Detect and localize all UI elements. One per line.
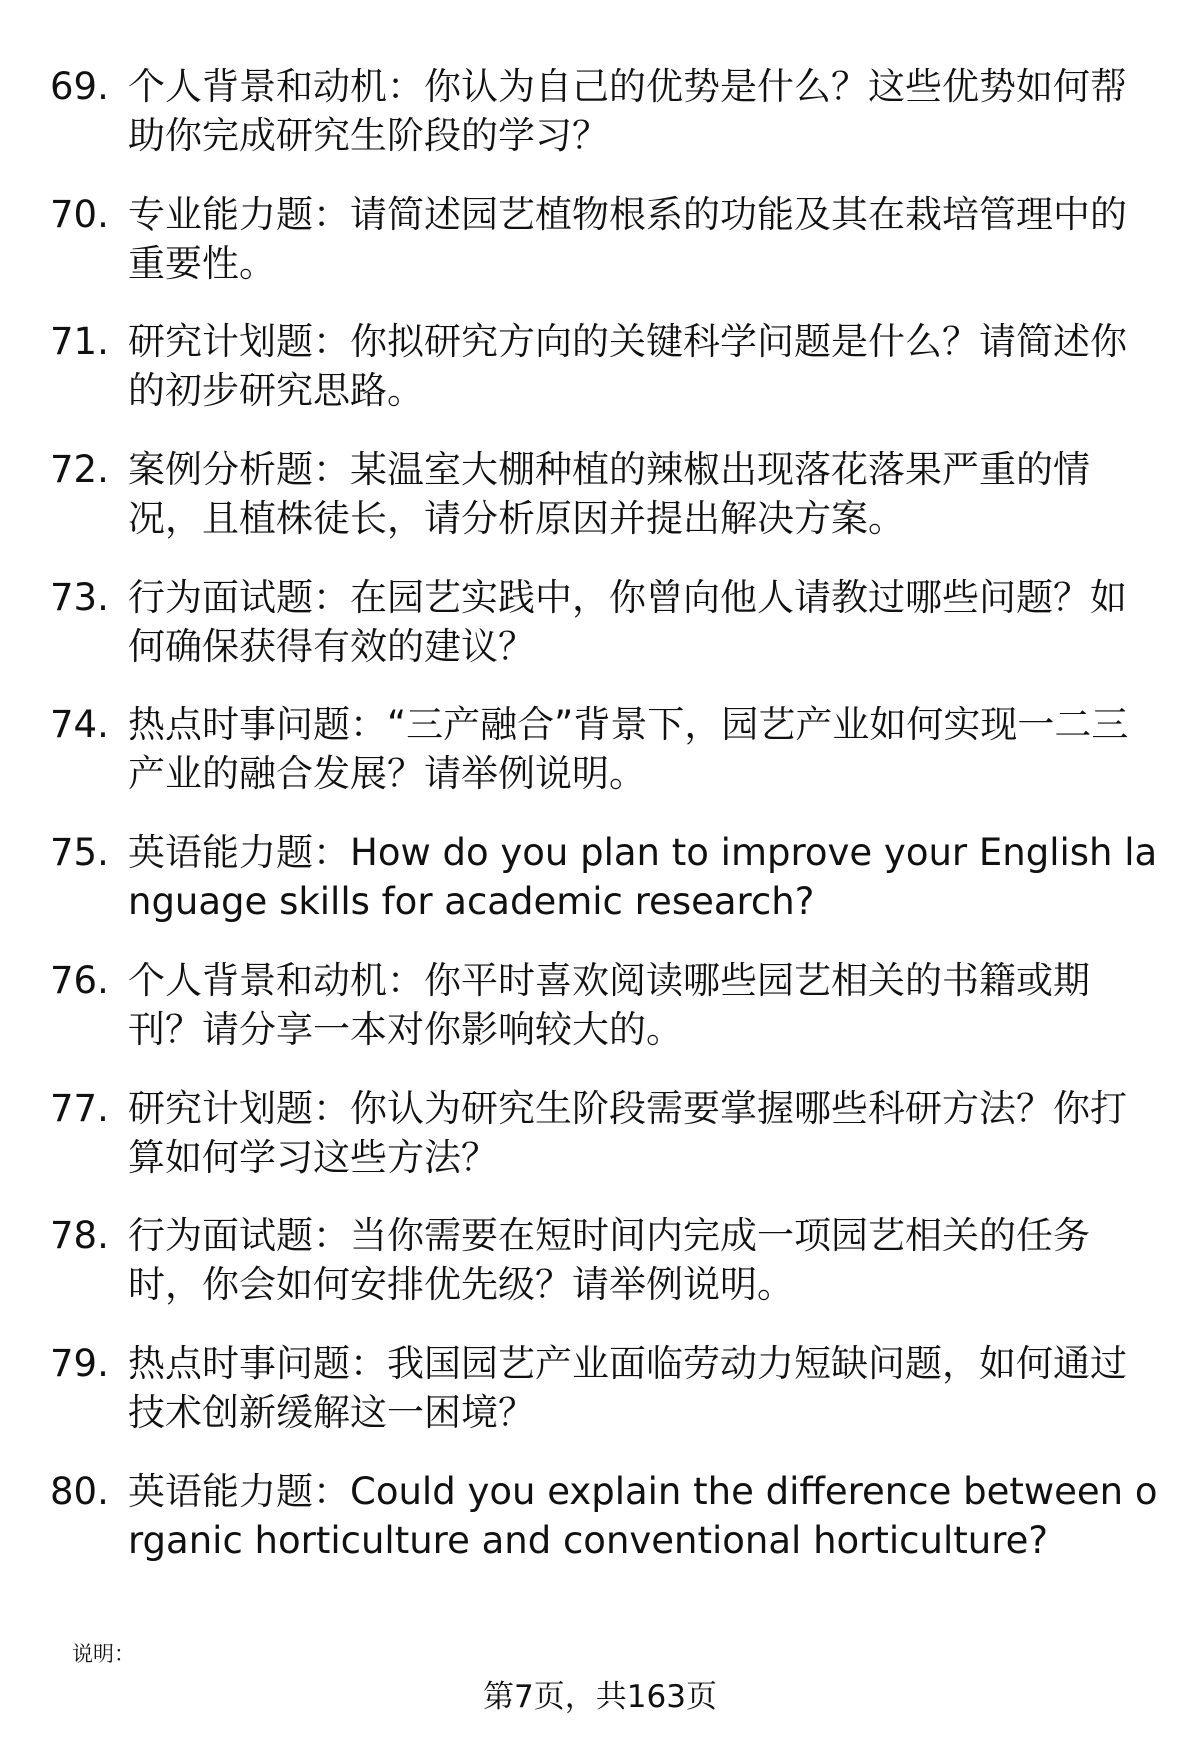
question-item-71 bbox=[50, 317, 1160, 415]
question-item-80 bbox=[50, 1467, 1160, 1565]
question-number: 75. bbox=[50, 831, 109, 875]
note-label: 说明： bbox=[72, 1642, 135, 1666]
question-number: 69. bbox=[50, 65, 109, 108]
question-number: 72. bbox=[50, 448, 109, 492]
question-text: 英语能力题：How do you plan to improve your English language skills for academic research? bbox=[128, 831, 1158, 924]
question-text: 专业能力题：请简述园艺植物根系的功能及其在栽培管理中的重要性。 bbox=[128, 192, 1127, 285]
question-item-75 bbox=[50, 828, 1160, 926]
question-item-69 bbox=[50, 62, 1160, 160]
question-item-76 bbox=[50, 956, 1160, 1054]
question-text: 研究计划题：你拟研究方向的关键科学问题是什么？请简述你的初步研究思路。 bbox=[128, 320, 1127, 413]
question-number: 78. bbox=[50, 1214, 109, 1258]
question-text: 个人背景和动机：你认为自己的优势是什么？这些优势如何帮助你完成研究生阶段的学习？ bbox=[128, 65, 1127, 157]
question-text: 热点时事问题：我国园艺产业面临劳动力短缺问题，如何通过技术创新缓解这一困境？ bbox=[128, 1341, 1127, 1434]
question-text: 研究计划题：你认为研究生阶段需要掌握哪些科研方法？你打算如何学习这些方法？ bbox=[128, 1086, 1127, 1179]
question-number: 76. bbox=[50, 958, 109, 1002]
question-text: 行为面试题：当你需要在短时间内完成一项园艺相关的任务时，你会如何安排优先级？请举例说明。 bbox=[128, 1214, 1090, 1307]
question-number: 70. bbox=[50, 192, 109, 236]
question-list bbox=[50, 62, 1160, 1594]
question-number: 77. bbox=[50, 1086, 109, 1130]
question-number: 73. bbox=[50, 575, 109, 619]
page-footer: 第7页，共163页 bbox=[483, 1679, 717, 1715]
question-number: 79. bbox=[50, 1341, 109, 1385]
question-text: 行为面试题：在园艺实践中，你曾向他人请教过哪些问题？如何确保获得有效的建议？ bbox=[128, 575, 1127, 668]
question-text: 英语能力题：Could you explain the difference between organic horticulture and conventional horticulture? bbox=[128, 1469, 1158, 1562]
question-number: 74. bbox=[50, 703, 109, 747]
question-item-78 bbox=[50, 1211, 1160, 1309]
question-item-74 bbox=[50, 700, 1160, 798]
question-item-72 bbox=[50, 445, 1160, 543]
question-item-77 bbox=[50, 1084, 1160, 1182]
question-item-73 bbox=[50, 573, 1160, 671]
question-item-79 bbox=[50, 1339, 1160, 1437]
question-number: 71. bbox=[50, 320, 109, 364]
question-text: 案例分析题：某温室大棚种植的辣椒出现落花落果严重的情况，且植株徒长，请分析原因并提出解决方案。 bbox=[128, 448, 1090, 541]
question-item-70 bbox=[50, 190, 1160, 288]
question-text: 个人背景和动机：你平时喜欢阅读哪些园艺相关的书籍或期刊？请分享一本对你影响较大的。 bbox=[128, 958, 1090, 1051]
question-number: 80. bbox=[50, 1469, 109, 1513]
question-text: 热点时事问题：“三产融合”背景下，园艺产业如何实现一二三产业的融合发展？请举例说明。 bbox=[128, 703, 1129, 796]
